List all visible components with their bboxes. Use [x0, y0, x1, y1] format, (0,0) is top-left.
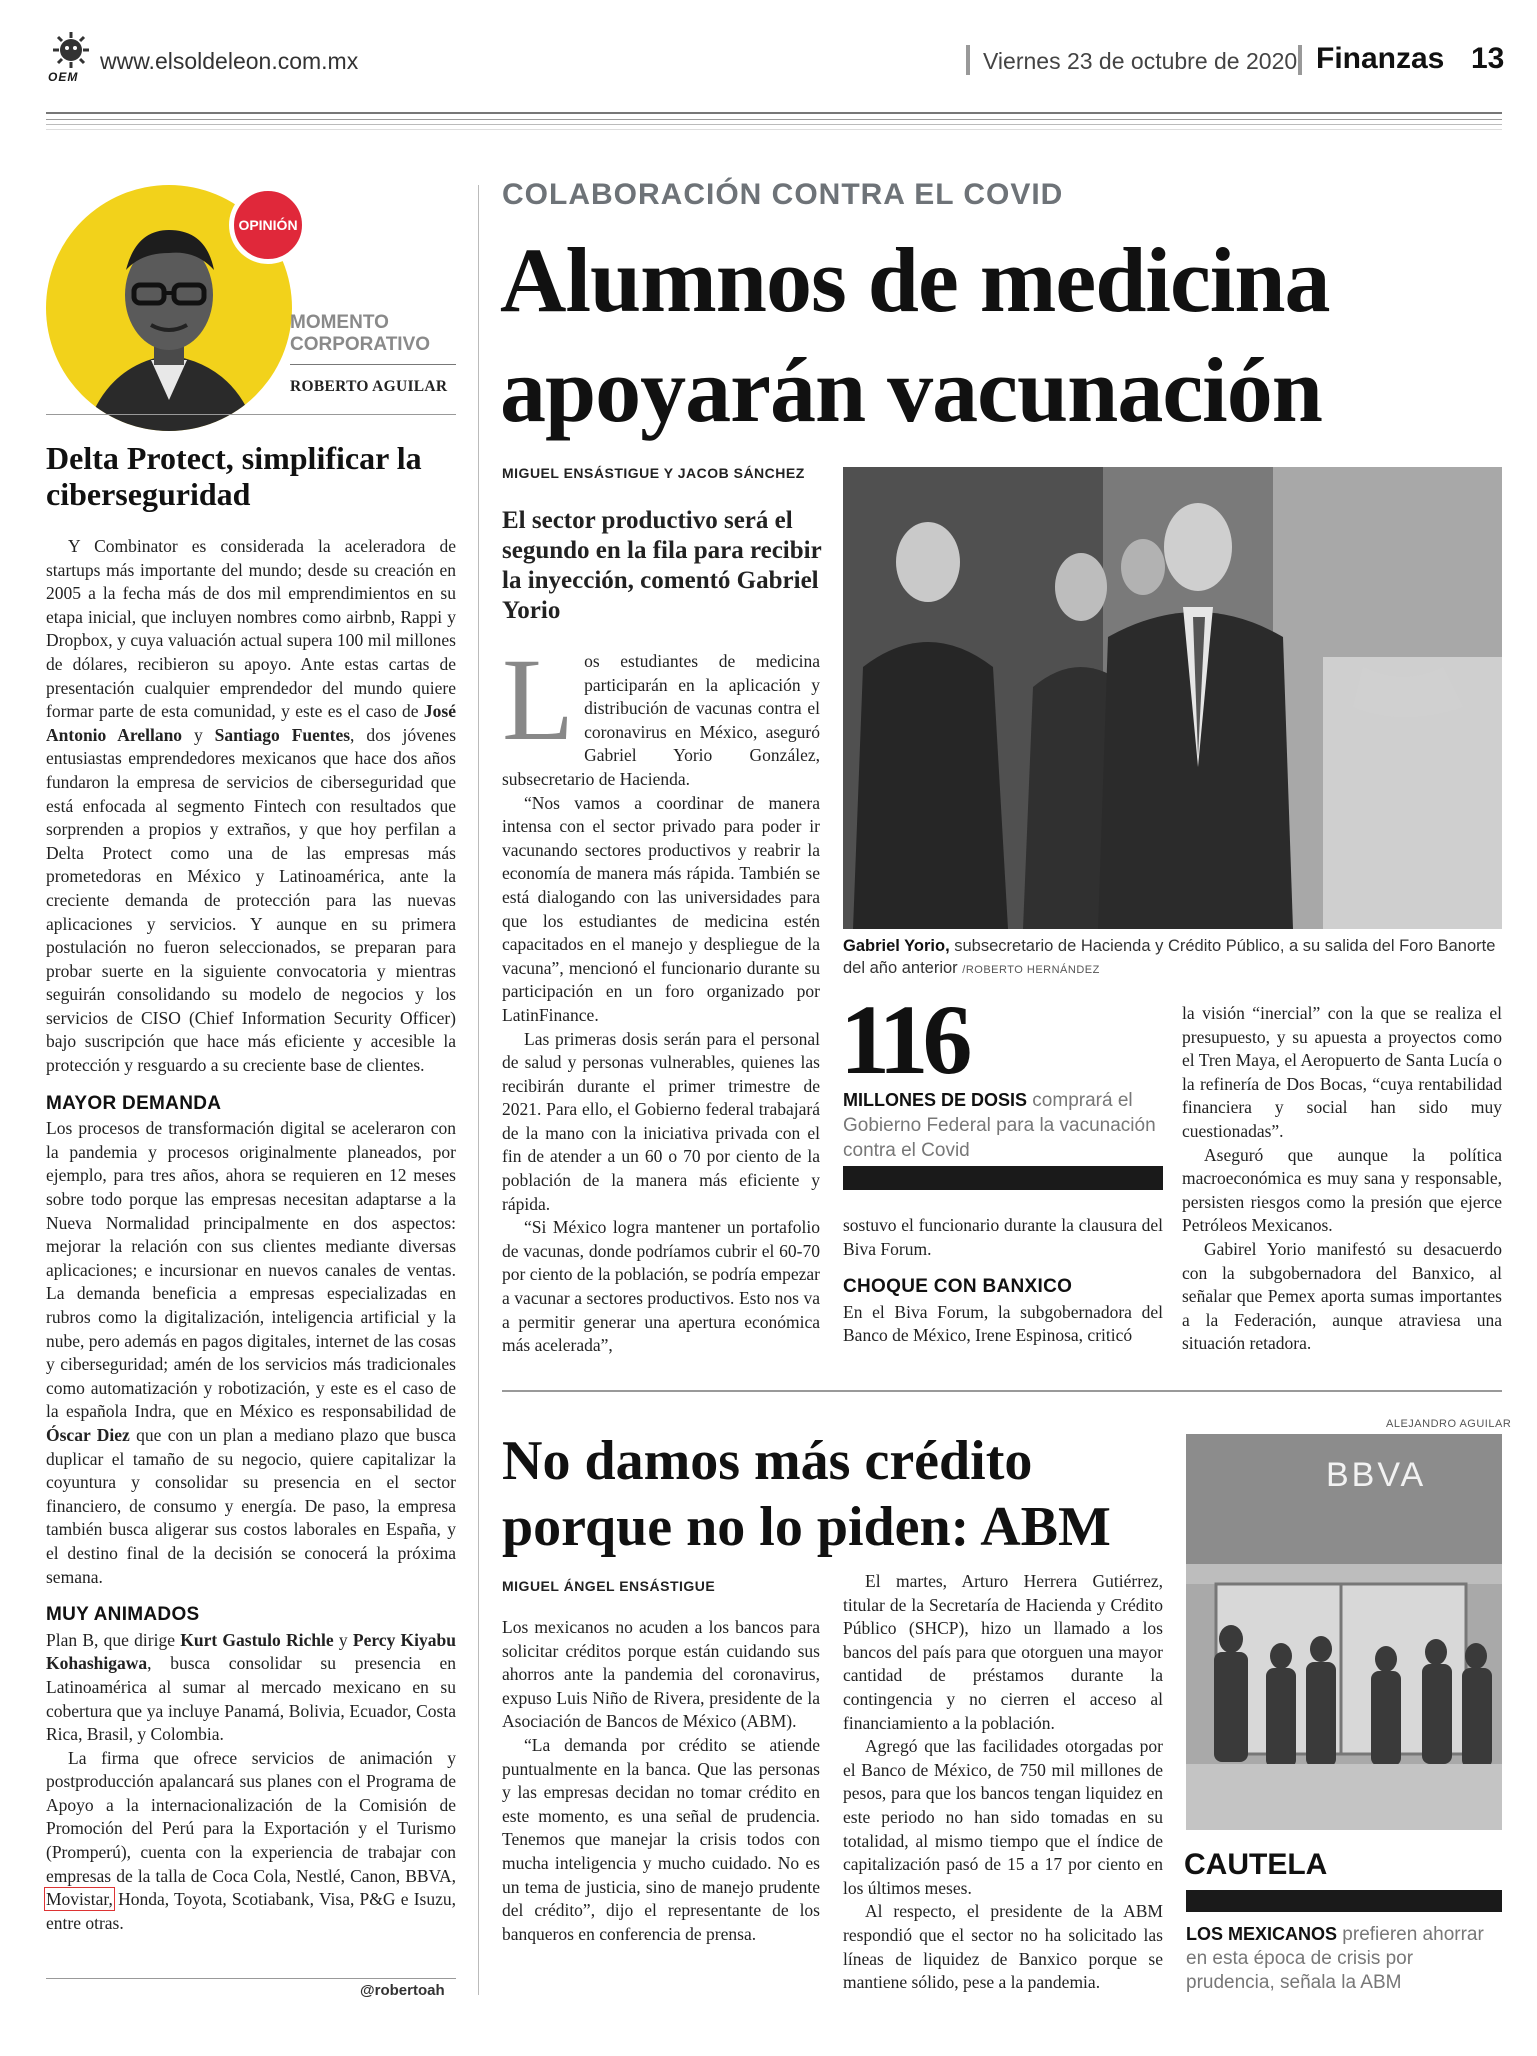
story-deck: El sector productivo será el segundo en la fila para recibir la inyección, comentó Gabriel Yorio — [502, 507, 822, 624]
second-body-col2 — [843, 1570, 1163, 1995]
bank-sign: BBVA — [1326, 1456, 1427, 1494]
page-number: 13 — [1471, 42, 1505, 75]
header-rule — [46, 112, 1502, 114]
story-paragraph: Los mexicanos no acuden a los bancos para solicitar créditos porque están cuidando sus ahorros ante la pandemia del coronavirus, expuso Luis Niño de Rivera, presidente de la Asociación de Bancos de México (ABM). — [502, 1617, 820, 1732]
story-paragraph: la visión “inercial” con la que se realiza el presupuesto, y su apuesta a proyectos como el Tren Maya, el Aeropuerto de Santa Lucía o la refinería de Dos Bocas, “cuya rentabilidad financiera y social han sido muy cuestionadas”. — [1182, 1003, 1502, 1141]
story-kicker: COLABORACIÓN CONTRA EL COVID — [502, 178, 1064, 211]
second-headline-line1: No damos más crédito — [502, 1430, 1033, 1492]
oem-logo-text: OEM — [48, 70, 79, 84]
sidebar-box-bar — [1186, 1890, 1502, 1912]
second-headline — [502, 1428, 1182, 1560]
bank-photo — [1186, 1434, 1502, 1830]
photo-credit: /ROBERTO HERNÁNDEZ — [962, 964, 1100, 976]
second-headline-line2: porque no lo piden: ABM — [502, 1496, 1111, 1558]
story-byline: MIGUEL ENSÁSTIGUE Y JACOB SÁNCHEZ — [502, 465, 805, 481]
column-body — [46, 535, 456, 1935]
sidebar-box-text: LOS MEXICANOS prefieren ahorrar en esta época de crisis por prudencia, señala la ABM — [1186, 1924, 1484, 1993]
column-name-line1: MOMENTO — [290, 312, 389, 333]
opinion-badge — [229, 186, 307, 264]
story-paragraph: “La demanda por crédito se atiende puntualmente en la banca. Que las personas y las empresas decidan no tomar crédito en este momento, es una señal de prudencia. Tenemos que manejar la crisis todos con mucha inteligencia y mucho cuidado. No es un tema de justicia, sino de manejo prudente del crédito”, dijo el representante de los banqueros en conferencia de prensa. — [502, 1734, 820, 1944]
column-paragraph: Y Combinator es considerada la aceleradora de startups más importante del mundo; desde su creación en 2005 a la fecha más de dos mil emprendimientos en su etapa inicial, que incluyen nombres como airbnb, Rappi y Dropbox, y cuya valuación actual supera 100 mil millones de dólares, recibieron su apoyo. Ante estas cartas de presentación cualquier emprendedor del mundo quiere formar parte de esta comunidad, y este es el caso de José Antonio Arellano y Santiago Fuentes, dos jóvenes entusiastas emprendedores mexicanos que hace dos años fundaron la empresa de servicios de ciberseguridad que está enfocada al segmento Fintech con resultados que sorprenden a propios y extraños, y que hoy perfilan a Delta Protect como una de las empresas más prometedoras en México y Latinoamérica, ante la creciente demanda de protección para las nuevas aplicaciones y servicios. Y aunque en su primera postulación no fueron seleccionados, se preparan para probar suerte en la siguiente convocatoria y mientras seguirán consolidando su modelo de negocios y los servicios de CISO (Chief Information Security Officer) bajo suscripción que hace más eficiente y accesible la protección y resguardo a su creciente base de clientes. — [46, 536, 457, 1076]
story-subhead: CHOQUE CON BANXICO — [843, 1276, 1073, 1298]
column-name — [290, 312, 430, 356]
person-name: Óscar Diez — [46, 1424, 130, 1445]
column-paragraph: La firma que ofrece servicios de animación y postproducción apalancará sus planes con el Programa de Apoyo a la internacionalización de la Comisión de Promoción del Perú para la Exportación y el Turismo (Promperú), cuenta con la experiencia de trabajar con empresas de la talla de Coca Cola, Nestlé, Canon, BBVA, Movistar, Honda, Toyota, Scotiabank, Visa, P&G e Isuzu, entre otras. — [46, 1747, 456, 1933]
header-divider-2 — [1298, 45, 1302, 75]
column-paragraph: Plan B, que dirige Kurt Gastulo Richle y Percy Kiyabu Kohashigawa, busca consolidar su presencia en Latinoamérica al sumar al mercado mexicano en su cobertura que ya incluye Panamá, Bolivia, Ecuador, Costa Rica, Brasil, y Colombia. — [46, 1629, 457, 1745]
opinion-badge-label: OPINIÓN — [238, 217, 298, 233]
photo-caption: Gabriel Yorio, subsecretario de Hacienda y Crédito Público, a su salida del Foro Banorte del año anterior /ROBERTO HERNÁNDEZ — [843, 937, 1496, 977]
column-paragraph: Los procesos de transformación digital se aceleraron con la pandemia y procesos originalmente planeados, por ejemplo, para tres años, ahora se requieren en 12 meses sobre todo porque las empresas necesitan adaptarse a la Nueva Normalidad principalmente en dos aspectos: mejorar la relación con sus clientes mediante diversas aplicaciones; e incursionar en nuevos canales de ventas. La demanda beneficia a empresas especializadas en rubros como la digitalización, inteligencia artificial y la nube, pero además en pagos digitales, internet de las cosas y ciberseguridad; amén de los servicios más tradicionales como automatización y robotización, y este es el caso de la española Indra, que en México es responsabilidad de Óscar Diez que con un plan a mediano plazo que busca duplicar el tamaño de su negocio, quiere capitalizar la coyuntura y consolidar su presencia en el sector financiero, de consumo y energía. De paso, la empresa también busca aligerar sus costos laborales en España, y el destino final de la decisión se conocerá la próxima semana. — [46, 1118, 456, 1587]
section-name: Finanzas — [1316, 42, 1445, 75]
story-paragraph: Aseguró que aunque la política macroeconómica es muy sana y responsable, persisten riesgos como la presión que ejerce Petróleos Mexicanos. — [1182, 1144, 1502, 1236]
column-subhead: MUY ANIMADOS — [46, 1604, 200, 1626]
story-paragraph: “Si México logra mantener un portafolio de vacunas, donde podríamos cubrir el 60-70 por ciento de la población, se podría empezar a vacunar a sectores productivos. Esto nos va a permitir generar una apertura económica más acelerada”, — [502, 1217, 820, 1356]
person-name: Santiago Fuentes — [214, 724, 351, 745]
person-name: José Antonio Arellano — [46, 701, 456, 745]
column-rule — [290, 364, 456, 365]
stat-description: MILLONES DE DOSIS comprará el Gobierno Federal para la vacunación contra el Covid — [843, 1090, 1156, 1161]
story-paragraph: “Nos vamos a coordinar de manera intensa con el sector privado para poder ir vacunando sectores productivos y reabrir la economía de manera más rápida. También se está dialogando con las universidades para que los estudiantes de medicina estén capacitados en el manejo y despliegue de la vacuna”, mencionó el funcionario durante su participación en un foro organizado por LatinFinance. — [502, 792, 820, 1025]
column-rule — [46, 414, 456, 415]
stat-number: 116 — [840, 984, 967, 1095]
column-footer-rule — [46, 1978, 456, 1979]
columnist-handle[interactable]: @robertoah — [360, 1982, 445, 1999]
story-paragraph: Las primeras dosis serán para el personal de salud y personas vulnerables, quienes las recibirán durante el primer trimestre de 2021. Para ello, el Gobierno federal trabajará de la mano con la iniciativa privada con el fin de atender a un 60 o 70 por ciento de la población de la manera más eficiente y rápida. — [502, 1028, 820, 1214]
story-photo — [843, 467, 1502, 929]
caption-subject: Gabriel Yorio, — [843, 937, 950, 955]
header-rule — [46, 119, 1502, 120]
column-title: Delta Protect, simplificar la ciberseguridad — [46, 440, 422, 512]
story-paragraph: Agregó que las facilidades otorgadas por el Banco de México, de 750 mil millones de pesos, para que los bancos tengan liquidez en este periodo no han sido tomadas en su totalidad, al mismo tiempo que el índice de capitalización pasó de 15 a 17 por ciento en los últimos meses. — [843, 1736, 1163, 1898]
story-headline — [500, 225, 1510, 445]
bank-photo-credit: ALEJANDRO AGUILAR — [1386, 1418, 1512, 1430]
issue-date: Viernes 23 de octubre de 2020 — [983, 48, 1298, 74]
column-subhead: MAYOR DEMANDA — [46, 1092, 222, 1114]
story-body-col2 — [843, 1214, 1163, 1348]
story-paragraph: sostuvo el funcionario durante la clausura del Biva Forum. — [843, 1215, 1163, 1259]
story-body-col1 — [502, 634, 820, 1358]
dropcap: L — [502, 634, 575, 765]
story-separator — [502, 1390, 1502, 1392]
column-name-line2: CORPORATIVO — [290, 334, 431, 355]
column-author: ROBERTO AGUILAR — [290, 378, 448, 395]
story-paragraph: En el Biva Forum, la subgobernadora del Banco de México, Irene Espinosa, criticó — [843, 1301, 1163, 1346]
header-rule — [46, 124, 1502, 125]
story-body-col3 — [1182, 1002, 1502, 1356]
story-paragraph: El martes, Arturo Herrera Gutiérrez, titular de la Secretaría de Hacienda y Crédito Público (SHCP), hizo un llamado a los bancos del país para que otorguen una mayor cantidad de préstamos durante la contingencia y no cierren el acceso al financiamiento a la población. — [843, 1571, 1163, 1733]
site-url[interactable]: www.elsoldeleon.com.mx — [100, 48, 359, 74]
person-name: Kurt Gastulo Richle — [180, 1629, 334, 1650]
officials-photo-icon — [843, 467, 1502, 929]
highlighted-text: Movistar, — [46, 1889, 113, 1910]
stat-bar — [843, 1166, 1163, 1190]
oem-logo — [46, 30, 96, 86]
second-byline: MIGUEL ÁNGEL ENSÁSTIGUE — [502, 1578, 716, 1594]
sidebar-box-label: LOS MEXICANOS — [1186, 1924, 1338, 1944]
header-divider — [966, 45, 970, 75]
second-body-col1 — [502, 1616, 820, 1946]
headline-line2: apoyarán vacunación — [500, 339, 1322, 441]
sidebar-box-title: CAUTELA — [1184, 1848, 1328, 1881]
story-paragraph: Gabirel Yorio manifestó su desacuerdo con la subgobernadora del Banxico, al señalar que Pemex aporta sumas importantes a la Federación, aunque atraviesa una situación retadora. — [1182, 1238, 1502, 1354]
headline-line1: Alumnos de medicina — [500, 229, 1330, 331]
stat-label: MILLONES DE DOSIS — [843, 1090, 1028, 1110]
story-paragraph: Al respecto, el presidente de la ABM respondió que el sector no ha solicitado las líneas de liquidez de Banxico porque se mantiene sólido, pese a la pandemia. — [843, 1901, 1163, 1993]
person-name: Percy Kiyabu Kohashigawa — [46, 1629, 457, 1674]
column-divider — [478, 185, 479, 1995]
header-rule — [46, 129, 1502, 130]
story-paragraph: os estudiantes de medicina participarán en la aplicación y distribución de vacunas contra el coronavirus en México, aseguró Gabriel Yorio González, subsecretario de Hacienda. — [502, 651, 820, 789]
